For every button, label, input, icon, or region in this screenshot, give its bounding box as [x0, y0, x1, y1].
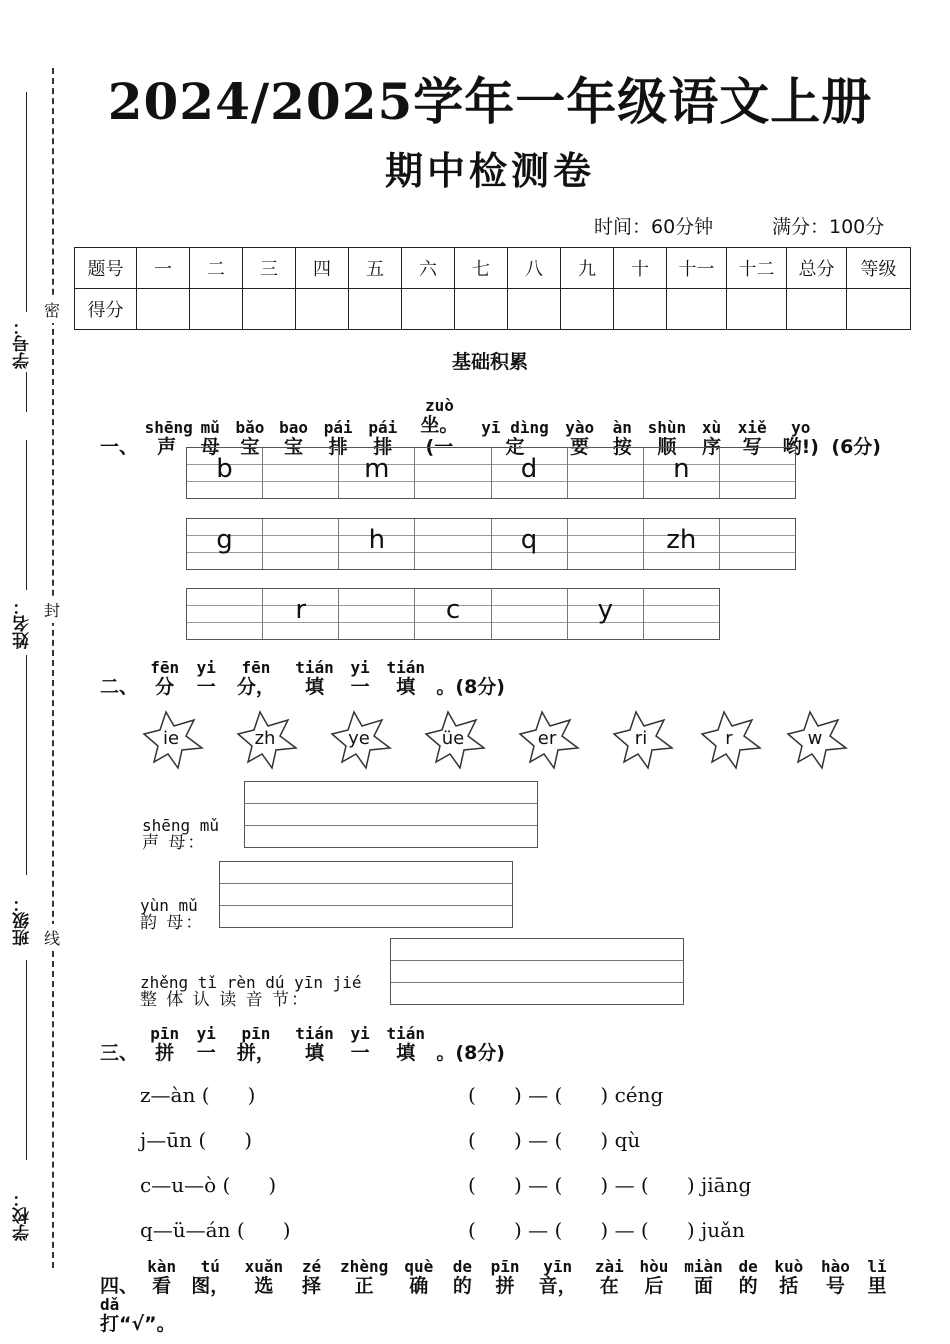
grid-cell[interactable]	[492, 589, 568, 639]
table-cell: 八	[508, 248, 561, 289]
grid-cell[interactable]	[187, 589, 263, 639]
leaf-text: w	[807, 728, 823, 749]
finals-answer-box[interactable]	[219, 861, 513, 928]
spelling-exercise-left[interactable]: q—ü—án ( )	[140, 1218, 291, 1242]
pinyin-word: mǔ 母	[200, 418, 220, 458]
table-cell: 题号	[75, 248, 137, 289]
grid-cell[interactable]	[720, 519, 795, 569]
name-line-lower	[26, 655, 27, 875]
pinyin-word: què 确	[404, 1257, 434, 1297]
leaf-card[interactable]	[512, 708, 582, 772]
pinyin-word: fēn 分，	[236, 658, 275, 698]
pinyin-word: kàn 看	[147, 1257, 177, 1297]
pinyin-word: zé 择	[301, 1257, 322, 1297]
score-input-cell[interactable]	[508, 289, 561, 330]
writing-grid-row-1[interactable]	[186, 447, 796, 499]
table-cell: 五	[349, 248, 402, 289]
pinyin-word: de 的	[452, 1257, 473, 1297]
grid-cell[interactable]: r	[263, 589, 339, 639]
pinyin-word: pīn 拼	[490, 1257, 520, 1297]
pinyin-word: pái 排	[323, 418, 353, 458]
score-table-score-row	[75, 289, 911, 330]
pinyin-word: bao 宝	[279, 418, 308, 458]
writing-grid-row-2[interactable]	[186, 518, 796, 570]
grid-cell[interactable]	[644, 589, 719, 639]
score-input-cell[interactable]	[243, 289, 296, 330]
whole-syllables-answer-box[interactable]	[390, 938, 684, 1005]
exam-time: 时间：60分钟	[594, 216, 714, 238]
score-input-cell[interactable]	[561, 289, 614, 330]
leaf-card[interactable]	[324, 708, 394, 772]
table-cell: 二	[190, 248, 243, 289]
score-input-cell[interactable]	[349, 289, 402, 330]
score-table-header-row	[75, 248, 911, 289]
score-input-cell[interactable]	[667, 289, 727, 330]
table-cell: 一	[137, 248, 190, 289]
section-title: 基础积累	[451, 351, 528, 373]
pinyin-word: yi 一	[350, 1024, 370, 1064]
pinyin-word: zhèng 正	[340, 1257, 389, 1297]
score-input-cell[interactable]	[137, 289, 190, 330]
grid-cell[interactable]: b	[187, 448, 263, 498]
page-subtitle: 期中检测卷	[384, 148, 595, 193]
pinyin-word: pái 排	[368, 418, 398, 458]
seal-mi: 密	[44, 296, 60, 323]
q1-number: 一、	[100, 436, 139, 458]
leaf-text: r	[725, 728, 733, 749]
seal-feng: 封	[44, 596, 60, 623]
leaf-card[interactable]	[418, 708, 488, 772]
grid-cell[interactable]	[720, 448, 795, 498]
grid-cell[interactable]: h	[339, 519, 415, 569]
school-label: 学校：	[13, 1190, 33, 1241]
finals-label: yùn mǔ 韵 母：	[140, 896, 205, 933]
grid-cell[interactable]	[568, 448, 644, 498]
score-input-cell[interactable]	[402, 289, 455, 330]
leaf-card[interactable]	[780, 708, 850, 772]
binding-dashed-line	[52, 68, 54, 1268]
table-cell: 七	[455, 248, 508, 289]
pinyin-word: yi 一	[196, 658, 216, 698]
spelling-exercise-right[interactable]: ( ) — ( ) — ( ) juǎn	[468, 1218, 745, 1242]
table-cell: 十二	[727, 248, 787, 289]
leaf-text: ri	[634, 728, 648, 749]
q4-heading	[100, 1259, 950, 1335]
leaf-card[interactable]	[136, 708, 206, 772]
pinyin-word: lǐ 里	[867, 1257, 887, 1297]
pinyin-word: yī dìng 定	[481, 418, 549, 458]
spelling-exercise-left[interactable]: j—ūn ( )	[140, 1128, 253, 1152]
pinyin-word: shēng 声	[144, 418, 193, 458]
name-line[interactable]	[26, 440, 27, 590]
table-cell: 等级	[847, 248, 911, 289]
whole-syllables-label: zhěng tǐ rèn dú yīn jié 整 体 认 读 音 节：	[140, 973, 362, 1010]
pinyin-word: xiě 写	[737, 418, 767, 458]
spelling-exercise-left[interactable]: z—àn ( )	[140, 1083, 256, 1107]
writing-grid-row-3[interactable]	[186, 588, 720, 640]
table-cell: 六	[402, 248, 455, 289]
page-title: 2024/2025学年一年级语文上册	[107, 72, 873, 131]
leaf-text: er	[537, 728, 557, 749]
spelling-exercise-right[interactable]: ( ) — ( ) qù	[468, 1128, 641, 1152]
grid-cell[interactable]: zh	[644, 519, 720, 569]
score-input-cell[interactable]	[296, 289, 349, 330]
leaf-text: ye	[348, 728, 370, 749]
q3-score: 。(8分)	[436, 1042, 505, 1064]
pinyin-word: àn 按	[612, 418, 632, 458]
table-cell: 十	[614, 248, 667, 289]
leaf-card[interactable]	[606, 708, 676, 772]
grid-cell[interactable]: m	[339, 448, 415, 498]
grid-cell[interactable]	[415, 519, 491, 569]
spelling-exercise-right[interactable]: ( ) — ( ) céng	[468, 1083, 664, 1107]
grid-cell[interactable]	[339, 589, 415, 639]
q2-heading	[100, 660, 505, 698]
leaf-text: zh	[254, 728, 276, 749]
leaf-text: üe	[441, 728, 465, 749]
spelling-exercise-right[interactable]: ( ) — ( ) — ( ) jiāng	[468, 1173, 752, 1197]
pinyin-word: tián 填	[386, 658, 426, 698]
pinyin-word: zuò 坐。(一	[420, 396, 459, 458]
score-input-cell[interactable]	[614, 289, 667, 330]
student-id-line[interactable]	[26, 92, 27, 312]
score-input-cell[interactable]	[787, 289, 847, 330]
pinyin-word: tián 填	[295, 1024, 334, 1064]
pinyin-word: tú 图，	[191, 1257, 230, 1297]
grid-cell[interactable]	[568, 519, 644, 569]
grid-cell[interactable]	[263, 519, 339, 569]
pinyin-word: shùn 顺	[647, 418, 687, 458]
grid-cell[interactable]: n	[644, 448, 720, 498]
grid-cell[interactable]: y	[568, 589, 644, 639]
pinyin-word: xuǎn 选	[244, 1257, 284, 1297]
initials-answer-box[interactable]	[244, 781, 538, 848]
grid-cell[interactable]: g	[187, 519, 263, 569]
grid-cell[interactable]: q	[492, 519, 568, 569]
pinyin-word: tián 填	[386, 1024, 426, 1064]
leaf-card[interactable]	[230, 708, 300, 772]
pinyin-word: zài 在	[594, 1257, 624, 1297]
table-cell: 三	[243, 248, 296, 289]
leaf-text: ie	[162, 728, 180, 749]
pinyin-word: hòu 后	[639, 1257, 669, 1297]
pinyin-word: kuò 括	[774, 1257, 804, 1297]
pinyin-word: yào 要	[565, 418, 595, 458]
table-cell: 得分	[75, 289, 137, 330]
score-input-cell[interactable]	[455, 289, 508, 330]
pinyin-word: hào 号	[820, 1257, 850, 1297]
table-cell: 总分	[787, 248, 847, 289]
pinyin-word: yi 一	[350, 658, 370, 698]
score-input-cell[interactable]	[727, 289, 787, 330]
q4-number: 四、	[100, 1275, 139, 1297]
pinyin-word: de 的	[738, 1257, 758, 1297]
leaf-card[interactable]	[694, 708, 764, 772]
class-label: 班级：	[13, 895, 33, 946]
student-id-line-lower	[26, 372, 27, 412]
q2-score: 。(8分)	[436, 676, 505, 698]
grid-cell[interactable]	[263, 448, 339, 498]
pinyin-word: tián 填	[295, 658, 334, 698]
pinyin-word: dǎ 打“√”。	[100, 1295, 176, 1335]
table-cell: 四	[296, 248, 349, 289]
table-cell: 十一	[667, 248, 727, 289]
pinyin-word: miàn 面	[684, 1257, 723, 1297]
pinyin-word: yi 一	[196, 1024, 216, 1064]
spelling-exercise-left[interactable]: c—u—ò ( )	[140, 1173, 277, 1197]
initials-label: shēng mǔ 声 母：	[142, 816, 220, 853]
q1-score: (6分)	[831, 436, 881, 458]
pinyin-word: pīn 拼，	[236, 1024, 275, 1064]
table-cell: 九	[561, 248, 614, 289]
q3-number: 三、	[100, 1042, 139, 1064]
q3-heading	[100, 1026, 505, 1064]
grid-cell[interactable]	[415, 448, 491, 498]
class-line[interactable]	[26, 960, 27, 1160]
pinyin-word: yo 哟!)	[782, 418, 819, 458]
pinyin-word: bǎo 宝	[235, 418, 265, 458]
score-input-cell[interactable]	[847, 289, 911, 330]
pinyin-word: fēn 分	[150, 658, 180, 698]
student-id-label: 学号：	[13, 318, 33, 369]
seal-xian: 线	[44, 924, 60, 951]
pinyin-word: xù 序	[701, 418, 722, 458]
pinyin-word: pīn 拼	[150, 1024, 180, 1064]
score-table	[74, 247, 911, 330]
grid-cell[interactable]: c	[415, 589, 491, 639]
pinyin-word: yīn 音，	[538, 1257, 577, 1297]
q2-number: 二、	[100, 676, 139, 698]
full-score: 满分：100分	[772, 216, 885, 238]
name-label: 姓名：	[13, 598, 33, 649]
score-input-cell[interactable]	[190, 289, 243, 330]
grid-cell[interactable]: d	[492, 448, 568, 498]
